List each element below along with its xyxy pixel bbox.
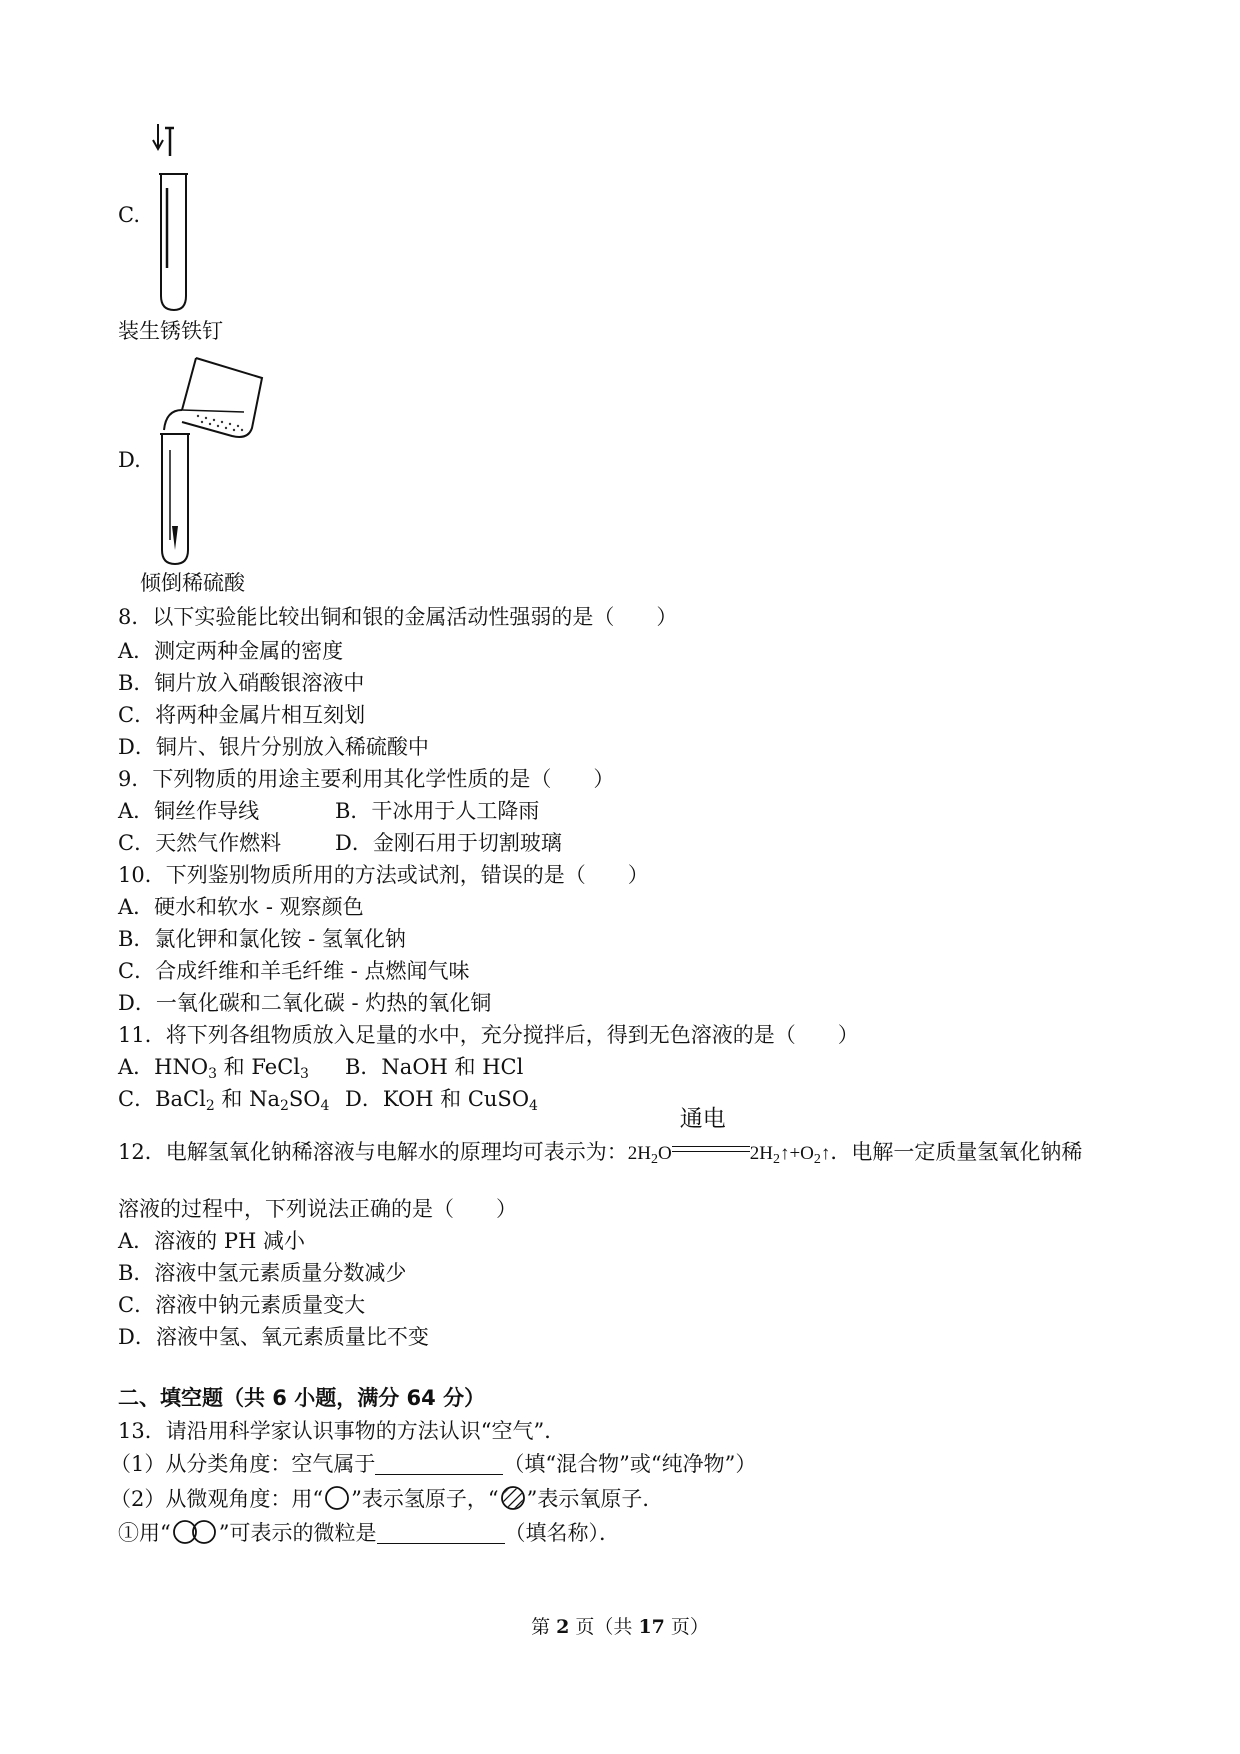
q11-option-b: B．NaOH 和 HCl (345, 1055, 524, 1079)
q10-option-c: C．合成纤维和羊毛纤维 - 点燃闻气味 (118, 959, 470, 983)
option-d-label: D. (118, 448, 141, 472)
q9-option-c: C．天然气作燃料 (118, 831, 282, 855)
q12-option-d: D．溶液中氢、氧元素质量比不变 (118, 1325, 429, 1349)
q8-option-a: A．测定两种金属的密度 (118, 639, 344, 663)
q9-stem: 9．下列物质的用途主要利用其化学性质的是（ ） (118, 767, 615, 791)
q12-stem-line2: 溶液的过程中，下列说法正确的是（ ） (118, 1197, 517, 1221)
q8-stem: 8．以下实验能比较出铜和银的金属活动性强弱的是（ ） (118, 605, 678, 629)
q13-stem: 13．请沿用科学家认识事物的方法认识“空气”． (118, 1419, 566, 1443)
hydrogen-molecule-icon (171, 1518, 219, 1546)
q11-option-d: D．KOH 和 CuSO$_4$ (345, 1087, 538, 1114)
option-c-label: C. (118, 203, 140, 227)
electrolysis-equation: $2H_2O$ 通电 $2H_2↑+O_2↑$ (627, 1106, 831, 1167)
hydrogen-atom-icon (323, 1484, 351, 1512)
q13-part2: （2）从微观角度：用“ ”表示氢原子，“ ”表示氧原子． (110, 1484, 663, 1513)
q13-part1: （1）从分类角度：空气属于 （填“混合物”或“纯净物”） (110, 1452, 757, 1476)
q8-option-b: B．铜片放入硝酸银溶液中 (118, 671, 365, 695)
q11-stem: 11．将下列各组物质放入足量的水中，充分搅拌后，得到无色溶液的是（ ） (118, 1023, 859, 1047)
pouring-acid-figure (148, 350, 268, 570)
q12-option-b: B．溶液中氢元素质量分数减少 (118, 1261, 407, 1285)
test-tube-nail-figure (148, 118, 198, 314)
q8-option-c: C．将两种金属片相互刻划 (118, 703, 366, 727)
q10-stem: 10．下列鉴别物质所用的方法或试剂，错误的是（ ） (118, 863, 649, 887)
q12-stem: 12．电解氢氧化钠稀溶液与电解水的原理均可表示为：$2H_2O$ 通电 $2H_2↑+O_2↑$．电解一定质量氢氧化钠稀 (118, 1106, 1083, 1167)
q11-option-c: C．BaCl$_2$ 和 $Na_2SO_4$ (118, 1087, 330, 1114)
q11-option-a: A．$HNO_3$ 和 FeCl$_3$ (118, 1055, 309, 1082)
section-heading: 二、填空题（共 6 小题，满分 64 分） (118, 1386, 486, 1410)
q9-option-b: B．干冰用于人工降雨 (335, 799, 540, 823)
reaction-condition: 通电 (672, 1141, 750, 1161)
answer-blank-2[interactable] (377, 1521, 505, 1544)
answer-blank-1[interactable] (375, 1452, 503, 1475)
q12-option-a: A．溶液的 PH 减小 (118, 1229, 305, 1253)
oxygen-atom-icon (499, 1484, 527, 1512)
page-footer: 第 2 页（共 17 页） (531, 1616, 709, 1638)
q10-option-b: B．氯化钾和氯化铵 - 氢氧化钠 (118, 927, 406, 951)
page-number: 2 (556, 1616, 570, 1638)
q9-option-a: A．铜丝作导线 (118, 799, 260, 823)
q9-option-d: D．金刚石用于切割玻璃 (335, 831, 562, 855)
page-total: 17 (638, 1616, 665, 1638)
q10-option-a: A．硬水和软水 - 观察颜色 (118, 895, 364, 919)
q10-option-d: D．一氧化碳和二氧化碳 - 灼热的氧化铜 (118, 991, 492, 1015)
q13-part3: ①用“ ”可表示的微粒是 （填名称）． (118, 1518, 620, 1547)
q8-option-d: D．铜片、银片分别放入稀硫酸中 (118, 735, 429, 759)
q12-option-c: C．溶液中钠元素质量变大 (118, 1293, 366, 1317)
option-c-caption: 装生锈铁钉 (118, 319, 223, 343)
option-d-caption: 倾倒稀硫酸 (140, 571, 245, 595)
